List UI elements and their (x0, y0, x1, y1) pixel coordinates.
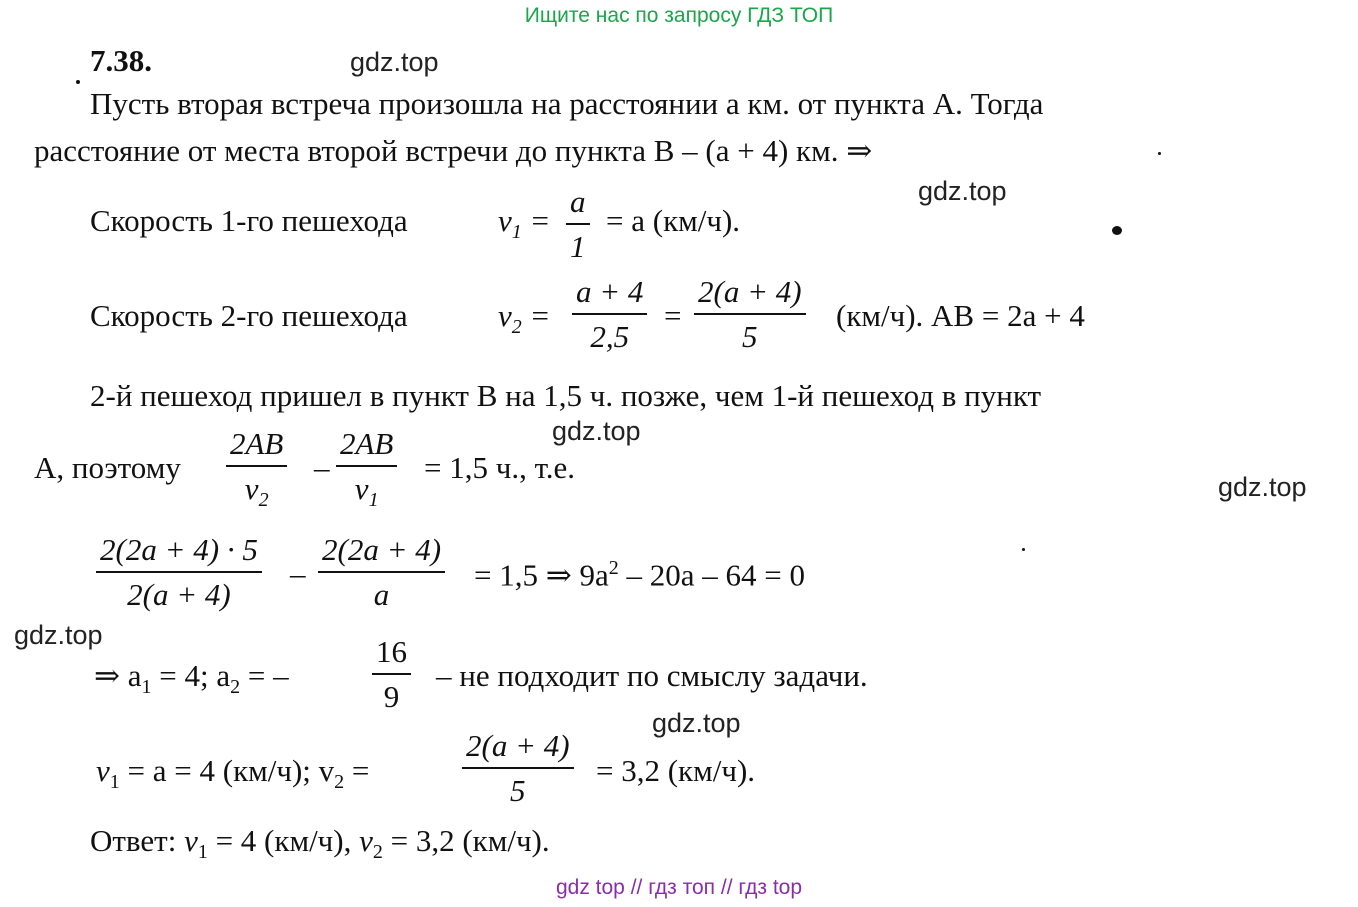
fraction-denominator: a (373, 576, 390, 612)
eq2-result: = 1,5 ⇒ $9a^2 - 20a - 64 = 0$ (474, 557, 805, 593)
fraction-denominator: $v_1$ (354, 470, 379, 511)
fraction-numerator: 2(a + 4) (694, 276, 806, 315)
eq1-fraction-1 (226, 428, 287, 511)
text-line-2: расстояние от места второй встречи до пункта В – (a + 4) км. ⇒ (34, 133, 873, 168)
fraction-numerator: a + 4 (572, 276, 647, 315)
speed2-fraction-1 (572, 276, 647, 353)
fraction-numerator: 2(2a + 4) (318, 534, 445, 573)
fraction-denominator: 9 (383, 678, 400, 714)
eq1-result: = 1,5 ч., т.е. (424, 450, 576, 485)
scan-speck (1022, 548, 1025, 551)
fraction-numerator: 2AB (226, 428, 287, 467)
eq1-prefix: А, поэтому (34, 450, 181, 485)
scan-speck (1158, 152, 1161, 155)
speed2-var: $v_2$ = (498, 298, 551, 339)
equals-sign: = (664, 298, 682, 333)
speed1-result: = a (км/ч). (606, 203, 741, 238)
text-line-1: Пусть вторая встреча произошла на расстоянии a км. от пункта А. Тогда (90, 86, 1044, 121)
roots-fraction (372, 636, 411, 713)
eq2-fraction-1 (96, 534, 262, 611)
fraction-numerator: a (566, 186, 590, 225)
site-footer: gdz top // гдз топ // гдз top (555, 876, 803, 899)
watermark: gdz.top (918, 176, 1007, 206)
speed1-fraction (566, 186, 590, 263)
watermark: gdz.top (652, 708, 741, 738)
eq2-fraction-2 (318, 534, 445, 611)
speed2-tail: (км/ч). АВ = 2a + 4 (836, 298, 1085, 333)
speed1-var: $v_1$ = (498, 203, 551, 244)
scan-speck (1112, 226, 1122, 235)
minus-sign: – (314, 450, 330, 485)
watermark: gdz.top (14, 620, 103, 650)
answer-line: Ответ: $v_1 = 4$ (км/ч), $v_2 = 3,2$ (км/ч). (90, 823, 550, 864)
speed1-label: Скорость 1-го пешехода (90, 203, 408, 238)
speed2-fraction-2 (694, 276, 806, 353)
eq1-fraction-2 (336, 428, 397, 511)
watermark: gdz.top (1218, 472, 1307, 502)
fraction-numerator: 2AB (336, 428, 397, 467)
fraction-numerator: 16 (372, 636, 411, 675)
fraction-denominator: 1 (570, 228, 586, 264)
site-banner: Ищите нас по запросу ГДЗ ТОП (524, 4, 834, 27)
fraction-numerator: 2(a + 4) (462, 730, 574, 769)
roots-tail: – не подходит по смыслу задачи. (436, 658, 868, 693)
fraction-numerator: 2(2a + 4) · 5 (96, 534, 262, 573)
watermark: gdz.top (350, 47, 439, 77)
problem-number: 7.38. (90, 43, 152, 78)
fraction-denominator: 2(a + 4) (127, 576, 231, 612)
roots-line: ⇒ $a_1 = 4$; $a_2$ = – (94, 658, 289, 699)
fraction-denominator: 2,5 (590, 318, 630, 354)
speed2-label: Скорость 2-го пешехода (90, 298, 408, 333)
minus-sign: – (290, 556, 306, 591)
fraction-denominator: $v_2$ (244, 470, 269, 511)
watermark: gdz.top (552, 416, 641, 446)
speeds-final-tail: = 3,2 (км/ч). (596, 753, 756, 788)
speeds-final-fraction (462, 730, 574, 807)
fraction-denominator: 5 (742, 318, 758, 354)
fraction-denominator: 5 (510, 772, 526, 808)
text-line-late: 2-й пешеход пришел в пункт В на 1,5 ч. позже, чем 1-й пешеход в пункт (90, 378, 1042, 413)
speeds-final-line: $v_1 = a = 4$ (км/ч); $v_2$ = (96, 753, 370, 794)
scan-speck (76, 80, 80, 84)
